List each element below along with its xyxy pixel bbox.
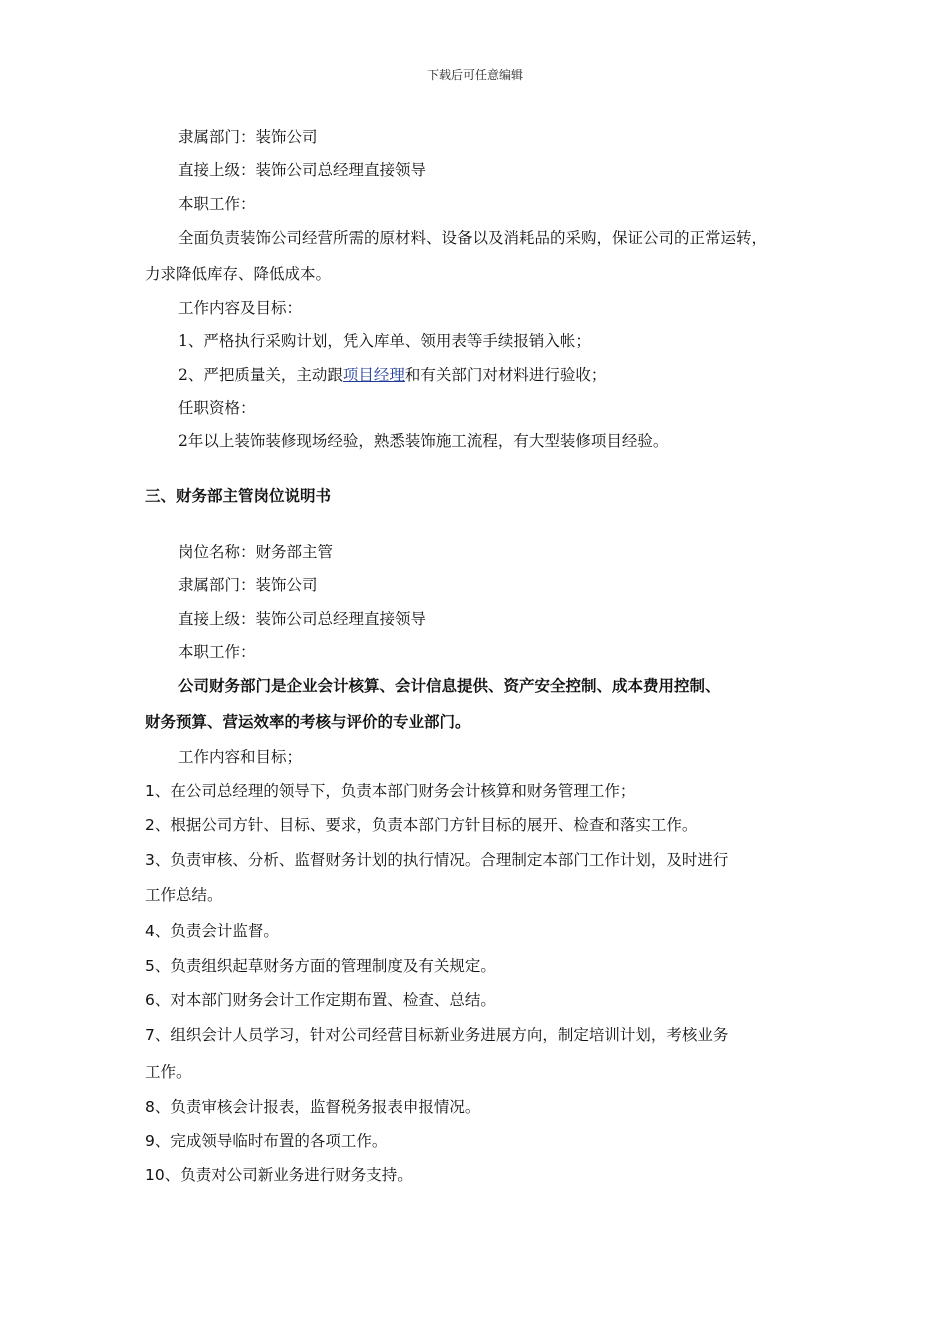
list-item: 6、对本部门财务会计工作定期布置、检查、总结。 [145,991,496,1009]
goal-item-1: 1、严格执行采购计划，凭入库单、领用表等手续报销入帐； [178,332,591,350]
department-line: 隶属部门：装饰公司 [178,576,318,594]
list-item: 1、在公司总经理的领导下，负责本部门财务会计核算和财务管理工作； [145,782,636,800]
goal-item-2 [178,365,606,385]
list-item: 3、负责审核、分析、监督财务计划的执行情况。合理制定本部门工作计划，及时进行 [145,851,729,869]
list-item: 工作。 [145,1063,192,1081]
duty-text-line-2: 财务预算、营运效率的考核与评价的专业部门。 [145,713,471,731]
goal-item-2-prefix: 2、严把质量关，主动跟 [178,366,343,384]
department-line: 隶属部门：装饰公司 [178,128,318,146]
qualification-text: 2年以上装饰装修现场经验，熟悉装饰施工流程，有大型装修项目经验。 [178,432,669,450]
goals-label: 工作内容及目标： [178,299,303,317]
list-item: 5、负责组织起草财务方面的管理制度及有关规定。 [145,957,496,975]
page-header-note: 下载后可任意编辑 [426,68,523,82]
duty-text-line-2: 力求降低库存、降低成本。 [145,265,332,283]
list-item: 9、完成领导临时布置的各项工作。 [145,1132,388,1150]
duty-label: 本职工作： [178,195,256,213]
list-item: 工作总结。 [145,886,223,904]
goal-item-2-suffix: 和有关部门对材料进行验收； [404,366,607,384]
section-title: 三、财务部主管岗位说明书 [145,487,332,505]
list-item: 2、根据公司方针、目标、要求，负责本部门方针目标的展开、检查和落实工作。 [145,816,698,834]
superior-line: 直接上级：装饰公司总经理直接领导 [178,610,427,628]
list-item: 8、负责审核会计报表，监督税务报表申报情况。 [145,1098,481,1116]
duty-text-line-1: 公司财务部门是企业会计核算、会计信息提供、资产安全控制、成本费用控制、 [178,677,721,695]
list-item: 7、组织会计人员学习，针对公司经营目标新业务进展方向，制定培训计划，考核业务 [145,1026,729,1044]
list-item: 10、负责对公司新业务进行财务支持。 [145,1166,413,1184]
list-item: 4、负责会计监督。 [145,922,279,940]
project-manager-link[interactable]: 项目经理 [342,366,405,384]
qualification-label: 任职资格： [178,399,256,417]
goals-label: 工作内容和目标； [178,748,303,766]
duty-label: 本职工作： [178,643,256,661]
duty-text-line-1: 全面负责装饰公司经营所需的原材料、设备以及消耗品的采购，保证公司的正常运转， [178,229,768,247]
position-line: 岗位名称：财务部主管 [178,543,334,561]
superior-line: 直接上级：装饰公司总经理直接领导 [178,161,427,179]
